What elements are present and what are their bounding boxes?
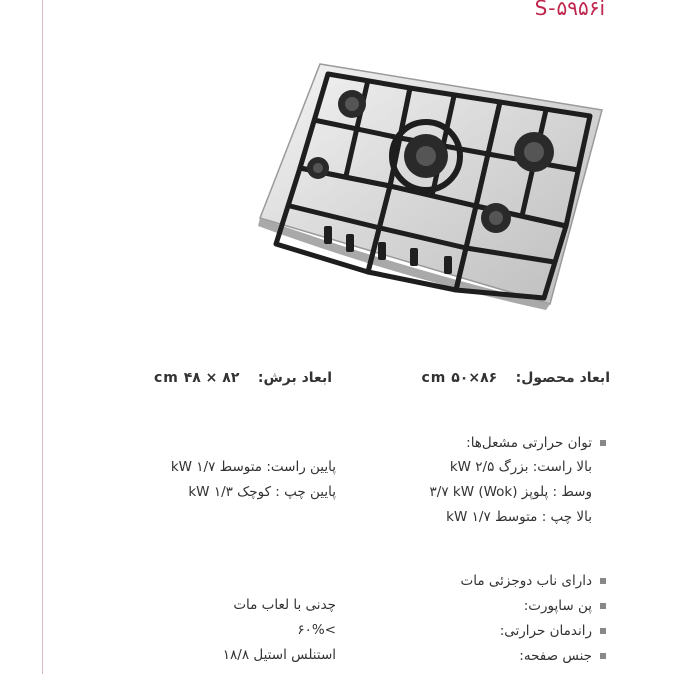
gas-hob-image <box>250 58 610 318</box>
bullet-icon <box>600 578 606 584</box>
bullet-icon <box>600 603 606 609</box>
dimensions-row <box>90 370 610 400</box>
bullet-icon <box>600 653 606 659</box>
surface-value: استنلس استیل ۱۸/۸ <box>222 647 336 663</box>
burner-power-section <box>430 430 606 530</box>
feature-knobs: دارای ناب دوجزئی مات <box>461 568 606 593</box>
feature-pan-support: پن ساپورت: <box>461 593 606 618</box>
model-code: S-۵۹۵۶i <box>534 0 606 20</box>
cut-dimensions <box>154 370 332 386</box>
burner-power-heading: توان حرارتی مشعل‌ها: <box>430 430 606 455</box>
feature-surface: جنس صفحه: <box>461 643 606 668</box>
bullet-icon <box>600 628 606 634</box>
page-margin-line <box>42 0 43 674</box>
cut-dimensions-value: ۸۲ × ۴۸ cm <box>153 370 240 386</box>
features-section <box>461 568 606 668</box>
burner-top-right-spec: بالا راست: بزرگ ۲/۵ kW <box>449 459 592 475</box>
burner-bottom-left-spec: پایین چپ : کوچک ۱/۳ kW <box>188 484 336 500</box>
burner-bottom-specs <box>171 455 336 505</box>
burner-bottom-left <box>307 157 329 179</box>
bullet-icon <box>600 440 606 446</box>
burner-top-right <box>514 132 554 172</box>
efficiency-value: >۶۰% <box>297 622 336 638</box>
burner-top-left-spec: بالا چپ : متوسط ۱/۷ kW <box>446 509 592 525</box>
product-dimensions-value: ۸۶×۵۰ cm <box>421 370 498 386</box>
cut-dimensions-label: ابعاد برش: <box>257 370 332 386</box>
pan-support-value: چدنی با لعاب مات <box>233 597 336 613</box>
feature-values <box>223 593 336 668</box>
burner-middle-spec: وسط : پلوپز (Wok) ۳/۷ kW <box>429 484 592 500</box>
product-dimensions-label: ابعاد محصول: <box>515 370 610 386</box>
burner-bottom-right-spec: پایین راست: متوسط ۱/۷ kW <box>170 459 336 475</box>
burner-bottom-right <box>481 203 511 233</box>
product-dimensions <box>422 370 611 386</box>
burner-top-left <box>338 90 366 118</box>
feature-efficiency: راندمان حرارتی: <box>461 618 606 643</box>
